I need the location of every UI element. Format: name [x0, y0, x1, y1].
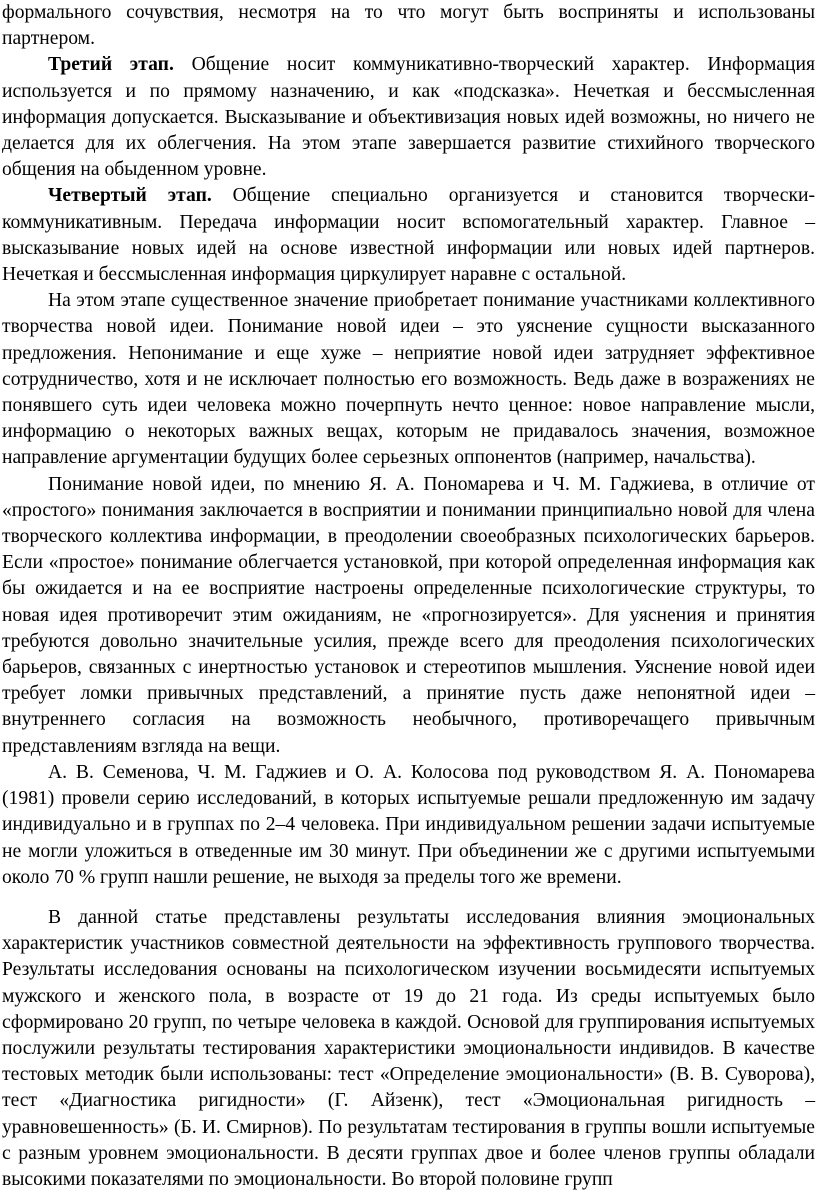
paragraph-text: Общение специально организуется и становится творчески-коммуникативным. Передача информации носит вспомогательный характер. Главное – высказывание новых идей на основе известной информации или новых идей партнеров. Нечеткая и бессмысленная информация циркулирует наравне с остальной.: [2, 185, 815, 286]
paragraph-stage-four: [2, 183, 815, 288]
paragraph-lead: Третий этап.: [48, 54, 174, 76]
paragraph-text: На этом этапе существенное значение приобретает понимание участниками коллективного творчества новой идеи. Понимание новой идеи – это уяснение сущности высказанного предложения. Непонимание и еще хуже – неприятие новой идеи затрудняет эффективное сотрудничество, хотя и не исключает полностью его возможность. Ведь даже в возражениях не понявшего суть идеи человека можно почерпнуть нечто ценное: новое направление мысли, информацию о некоторых важных вещах, которым не придавалось значения, возможное направление аргументации будущих более серьезных оппонентов (например, начальства).: [2, 290, 815, 469]
paragraph-stage-three: [2, 52, 815, 183]
paragraph-continuation: [2, 0, 815, 52]
paragraph-text: Общение носит коммуникативно-творческий характер. Информация используется и по прямому назначению, и как «подсказка». Нечеткая и бессмысленная информация допускается. Высказывание и объективизация новых идей возможны, но ничего не делается для их облегчения. На этом этапе завершается развитие стихийного творческого общения на обыденном уровне.: [2, 54, 815, 181]
paragraph-article: [2, 905, 815, 1193]
paragraph-new-idea: [2, 472, 815, 760]
paragraph-understanding: [2, 288, 815, 471]
paragraph-text: Понимание новой идеи, по мнению Я. А. Пономарева и Ч. М. Гаджиева, в отличие от «простого» понимания заключается в восприятии и понимании принципиально новой для члена творческого коллектива информации, в преодолении своеобразных психологических барьеров. Если «простое» понимание облегчается установкой, при которой определенная информация как бы ожидается и на ее восприятие настроены определенные психологические структуры, то новая идея противоречит этим ожиданиям, не «прогнозируется». Для уяснения и принятия требуются довольно значительные усилия, прежде всего для преодоления психологических барьеров, связанных с инертностью установок и стереотипов мышления. Уяснение новой идеи требует ломки привычных представлений, а принятие пусть даже непонятной идеи – внутреннего согласия на возможность необычного, противоречащего привычным представлениям взгляда на вещи.: [2, 473, 815, 757]
paragraph-text: формального сочувствия, несмотря на то что могут быть восприняты и использованы партнером.: [2, 2, 815, 50]
paragraph-text: А. В. Семенова, Ч. М. Гаджиев и О. А. Колосова под руководством Я. А. Пономарева (1981) провели серию исследований, в которых испытуемые решали предложенную им задачу индивидуально и в группах по 2–4 человека. При индивидуальном решении задачи испытуемые не могли уложиться в отведенные им 30 минут. При объединении же с другими испытуемыми около 70 % групп нашли решение, не выходя за пределы того же времени.: [2, 761, 815, 888]
paragraph-research: [2, 760, 815, 891]
paragraph-lead: Четвертый этап.: [48, 185, 212, 207]
paragraph-text: В данной статье представлены результаты исследования влияния эмоциональных характеристик участников совместной деятельности на эффективность группового творчества. Результаты исследования основаны на психологическом изучении восьмидесяти испытуемых мужского и женского пола, в возрасте от 19 до 21 года. Из среды испытуемых было сформировано 20 групп, по четыре человека в каждой. Основой для группирования испытуемых послужили результаты тестирования характеристики эмоциональности индивидов. В качестве тестовых методик были использованы: тест «Определение эмоциональности» (В. В. Суворова), тест «Диагностика ригидности» (Г. Айзенк), тест «Эмоциональная ригидность – уравновешенность» (Б. И. Смирнов). По результатам тестирования в группы вошли испытуемые с разным уровнем эмоциональности. В десяти группах двое и более членов группы обладали высокими показателями по эмоциональности. Во второй половине групп: [2, 906, 815, 1190]
